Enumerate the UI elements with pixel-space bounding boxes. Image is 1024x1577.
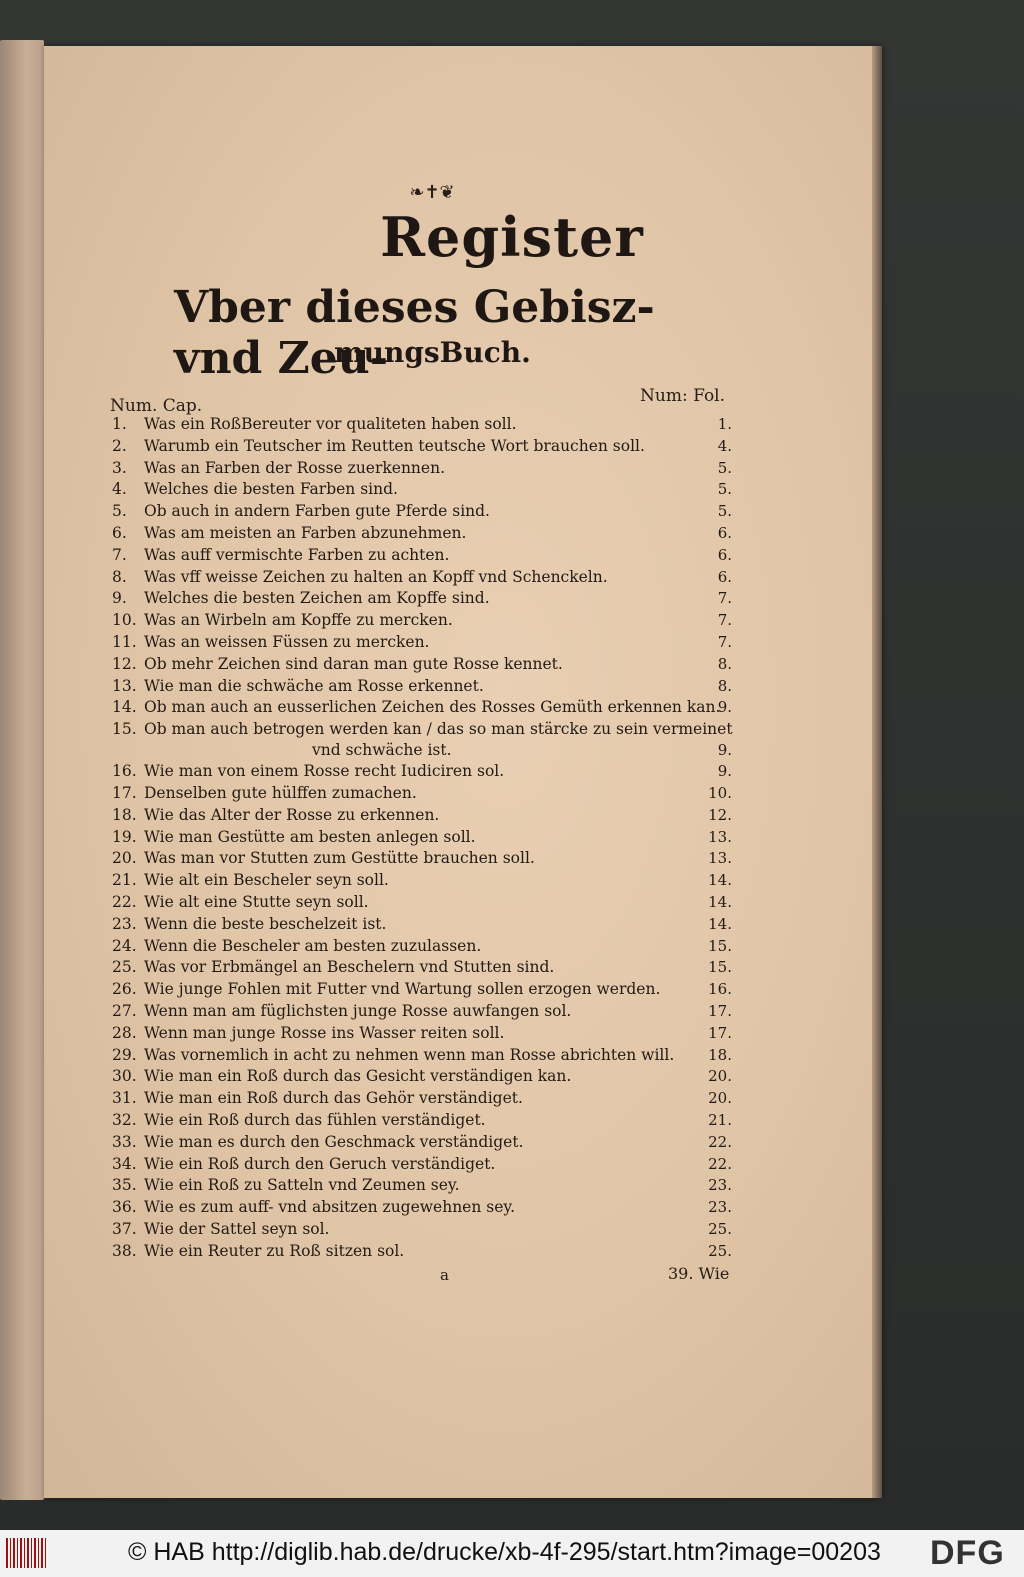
chapter-title: Wie man es durch den Geschmack verständiget.: [144, 1132, 524, 1151]
chapter-title: Wie man ein Roß durch das Gesicht verständigen kan.: [144, 1067, 572, 1086]
register-entry: [112, 1023, 742, 1045]
folio-number: 22.: [708, 1132, 732, 1151]
folio-number: 15.: [708, 936, 732, 955]
folio-number: 18.: [708, 1045, 732, 1064]
chapter-title: Wie es zum auff- vnd absitzen zugewehnen sey.: [144, 1198, 516, 1217]
folio-number: 9.: [717, 741, 732, 760]
chapter-title: Wie man ein Roß durch das Gehör verständiget.: [144, 1089, 523, 1108]
chapter-title: Wenn man am füglichsten junge Rosse auwfangen sol.: [144, 1001, 572, 1020]
chapter-title: Wenn die beste beschelzeit ist.: [144, 914, 387, 933]
register-entry: [112, 761, 742, 783]
page-title: Register: [380, 205, 644, 269]
folio-number: 9.: [717, 698, 732, 717]
chapter-title: Was auff vermischte Farben zu achten.: [144, 545, 450, 564]
folio-number: 14.: [708, 871, 732, 890]
chapter-title: Was vff weisse Zeichen zu halten an Kopff vnd Schenckeln.: [144, 567, 608, 586]
chapter-number: 36.: [112, 1198, 137, 1217]
register-entry: [112, 1175, 742, 1197]
register-entry: [112, 1241, 742, 1263]
printer-ornament: ❧✝❦: [409, 182, 455, 203]
chapter-number: 9.: [112, 589, 127, 608]
chapter-title: Was am meisten an Farben abzunehmen.: [144, 523, 467, 542]
chapter-title: Warumb ein Teutscher im Reutten teutsche Wort brauchen soll.: [144, 436, 645, 455]
chapter-number: 5.: [112, 502, 127, 521]
register-entry: [112, 436, 742, 458]
chapter-number: 29.: [112, 1045, 137, 1064]
register-entry: [112, 1001, 742, 1023]
folio-number: 17.: [708, 1001, 732, 1020]
chapter-title: Wenn man junge Rosse ins Wasser reiten soll.: [144, 1023, 505, 1042]
chapter-title: Wie ein Roß zu Satteln vnd Zeumen sey.: [144, 1176, 460, 1195]
chapter-number: 34.: [112, 1154, 137, 1173]
register-entry: [112, 827, 742, 849]
chapter-number: 3.: [112, 458, 127, 477]
chapter-title-continuation: vnd schwäche ist.: [312, 741, 452, 760]
chapter-number: 17.: [112, 783, 137, 802]
chapter-title: Wie ein Roß durch den Geruch verständiget.: [144, 1154, 496, 1173]
chapter-title: Wie alt ein Bescheler seyn soll.: [144, 871, 389, 890]
chapter-title: Ob man auch an eusserlichen Zeichen des Rosses Gemüth erkennen kan.: [144, 698, 721, 717]
chapter-number: 21.: [112, 871, 137, 890]
chapter-title: Wie ein Roß durch das fühlen verständiget.: [144, 1110, 486, 1129]
register-entry: [112, 979, 742, 1001]
chapter-title: Welches die besten Farben sind.: [144, 480, 398, 499]
chapter-number: 14.: [112, 698, 137, 717]
library-barcode-icon: [6, 1538, 46, 1568]
chapter-title: Was an Farben der Rosse zuerkennen.: [144, 458, 446, 477]
folio-number: 14.: [708, 892, 732, 911]
copyright-url[interactable]: © HAB http://diglib.hab.de/drucke/xb-4f-295/start.htm?image=00203: [128, 1538, 881, 1566]
chapter-title: Wie ein Reuter zu Roß sitzen sol.: [144, 1241, 405, 1260]
folio-number: 1.: [717, 415, 732, 433]
chapter-number: 24.: [112, 936, 137, 955]
chapter-title: Welches die besten Zeichen am Kopffe sind.: [144, 589, 490, 608]
chapter-number: 11.: [112, 632, 137, 651]
chapter-title: Ob auch in andern Farben gute Pferde sind.: [144, 502, 490, 521]
chapter-title: Wie man Gestütte am besten anlegen soll.: [144, 827, 476, 846]
chapter-number: 18.: [112, 805, 137, 824]
chapter-number: 28.: [112, 1023, 137, 1042]
folio-number: 17.: [708, 1023, 732, 1042]
chapter-title: Was man vor Stutten zum Gestütte brauchen soll.: [144, 849, 535, 868]
signature-mark: a: [440, 1266, 449, 1284]
chapter-number: 15.: [112, 720, 137, 739]
title-line-2: Vber dieses Gebisz- vnd Zeu-: [174, 282, 655, 384]
chapter-number: 26.: [112, 980, 137, 999]
chapter-number: 32.: [112, 1110, 137, 1129]
folio-number: 13.: [708, 849, 732, 868]
chapter-number: 12.: [112, 654, 137, 673]
register-entry: [112, 1197, 742, 1219]
register-entry: [112, 805, 742, 827]
folio-number: 13.: [708, 827, 732, 846]
register-entry: [112, 523, 742, 545]
chapter-number: 1.: [112, 415, 127, 433]
folio-number: 5.: [717, 458, 732, 477]
chapter-number: 20.: [112, 849, 137, 868]
register-entries: [112, 414, 742, 1262]
dfg-logo: DFG: [930, 1534, 1005, 1572]
chapter-number: 6.: [112, 523, 127, 542]
chapter-column-header: Num. Cap.: [110, 396, 203, 416]
folio-number: 7.: [717, 611, 732, 630]
folio-number: 7.: [717, 632, 732, 651]
folio-number: 6.: [717, 523, 732, 542]
register-entry: [112, 936, 742, 958]
register-entry: [112, 892, 742, 914]
register-entry: [112, 1066, 742, 1088]
chapter-title: Wie junge Fohlen mit Futter vnd Wartung sollen erzogen werden.: [144, 980, 661, 999]
register-entry: [112, 676, 742, 698]
register-entry: [112, 1045, 742, 1067]
chapter-number: 30.: [112, 1067, 137, 1086]
folio-number: 4.: [717, 436, 732, 455]
register-entry: [112, 567, 742, 589]
folio-column-header: Num: Fol.: [640, 386, 726, 406]
folio-number: 22.: [708, 1154, 732, 1173]
register-entry: [112, 654, 742, 676]
folio-number: 10.: [708, 783, 732, 802]
register-entry: [112, 1132, 742, 1154]
folio-number: 25.: [708, 1241, 732, 1260]
register-entry: [112, 458, 742, 480]
viewer-footer: [0, 1530, 1024, 1577]
chapter-title: Was an Wirbeln am Kopffe zu mercken.: [144, 611, 453, 630]
chapter-number: 38.: [112, 1241, 137, 1260]
register-entry: [112, 870, 742, 892]
register-entry: [112, 1088, 742, 1110]
chapter-title: Was vornemlich in acht zu nehmen wenn man Rosse abrichten will.: [144, 1045, 675, 1064]
chapter-title: Denselben gute hülffen zumachen.: [144, 783, 417, 802]
register-entry: [112, 914, 742, 936]
register-entry: [112, 1219, 742, 1241]
register-entry: [112, 632, 742, 654]
chapter-number: 33.: [112, 1132, 137, 1151]
title-line-3: mungsBuch.: [334, 336, 531, 369]
register-entry: [112, 783, 742, 805]
chapter-number: 27.: [112, 1001, 137, 1020]
register-entry: [112, 1154, 742, 1176]
chapter-number: 10.: [112, 611, 137, 630]
chapter-number: 4.: [112, 480, 127, 499]
chapter-number: 35.: [112, 1176, 137, 1195]
register-entry: [112, 479, 742, 501]
folio-number: 21.: [708, 1110, 732, 1129]
register-entry: [112, 545, 742, 567]
chapter-number: 16.: [112, 762, 137, 781]
folio-number: 16.: [708, 980, 732, 999]
register-entry: [112, 848, 742, 870]
chapter-title: Wie alt eine Stutte seyn soll.: [144, 892, 369, 911]
chapter-title: Ob man auch betrogen werden kan / das so man stärcke zu sein vermeinet: [144, 720, 733, 739]
folio-number: 25.: [708, 1219, 732, 1238]
folio-number: 20.: [708, 1089, 732, 1108]
register-entry: [112, 1110, 742, 1132]
register-entry: [112, 501, 742, 523]
folio-number: 7.: [717, 589, 732, 608]
folio-number: 23.: [708, 1176, 732, 1195]
chapter-number: 19.: [112, 827, 137, 846]
folio-number: 23.: [708, 1198, 732, 1217]
register-entry: [112, 697, 742, 719]
chapter-title: Wie der Sattel seyn sol.: [144, 1219, 330, 1238]
folio-number: 6.: [717, 545, 732, 564]
chapter-title: Was vor Erbmängel an Beschelern vnd Stutten sind.: [144, 958, 555, 977]
register-entry: [112, 719, 742, 761]
chapter-title: Was an weissen Füssen zu mercken.: [144, 632, 430, 651]
chapter-title: Wenn die Bescheler am besten zuzulassen.: [144, 936, 482, 955]
register-entry: [112, 610, 742, 632]
chapter-title: Wie das Alter der Rosse zu erkennen.: [144, 805, 440, 824]
folio-number: 15.: [708, 958, 732, 977]
chapter-number: 22.: [112, 892, 137, 911]
register-entry: [112, 957, 742, 979]
chapter-title: Was ein RoßBereuter vor qualiteten haben soll.: [144, 415, 517, 433]
chapter-number: 2.: [112, 436, 127, 455]
register-entry: [112, 414, 742, 436]
chapter-title: Ob mehr Zeichen sind daran man gute Rosse kennet.: [144, 654, 563, 673]
chapter-number: 37.: [112, 1219, 137, 1238]
chapter-number: 7.: [112, 545, 127, 564]
folio-number: 12.: [708, 805, 732, 824]
folio-number: 8.: [717, 654, 732, 673]
catchword: 39. Wie: [668, 1264, 730, 1283]
chapter-number: 8.: [112, 567, 127, 586]
folio-number: 14.: [708, 914, 732, 933]
folio-number: 20.: [708, 1067, 732, 1086]
chapter-number: 31.: [112, 1089, 137, 1108]
folio-number: 8.: [717, 676, 732, 695]
chapter-number: 25.: [112, 958, 137, 977]
folio-number: 5.: [717, 502, 732, 521]
register-entry: [112, 588, 742, 610]
chapter-title: Wie man die schwäche am Rosse erkennet.: [144, 676, 484, 695]
folio-number: 6.: [717, 567, 732, 586]
folio-number: 5.: [717, 480, 732, 499]
chapter-number: 23.: [112, 914, 137, 933]
chapter-title: Wie man von einem Rosse recht Iudiciren sol.: [144, 762, 505, 781]
chapter-number: 13.: [112, 676, 137, 695]
folio-number: 9.: [717, 762, 732, 781]
